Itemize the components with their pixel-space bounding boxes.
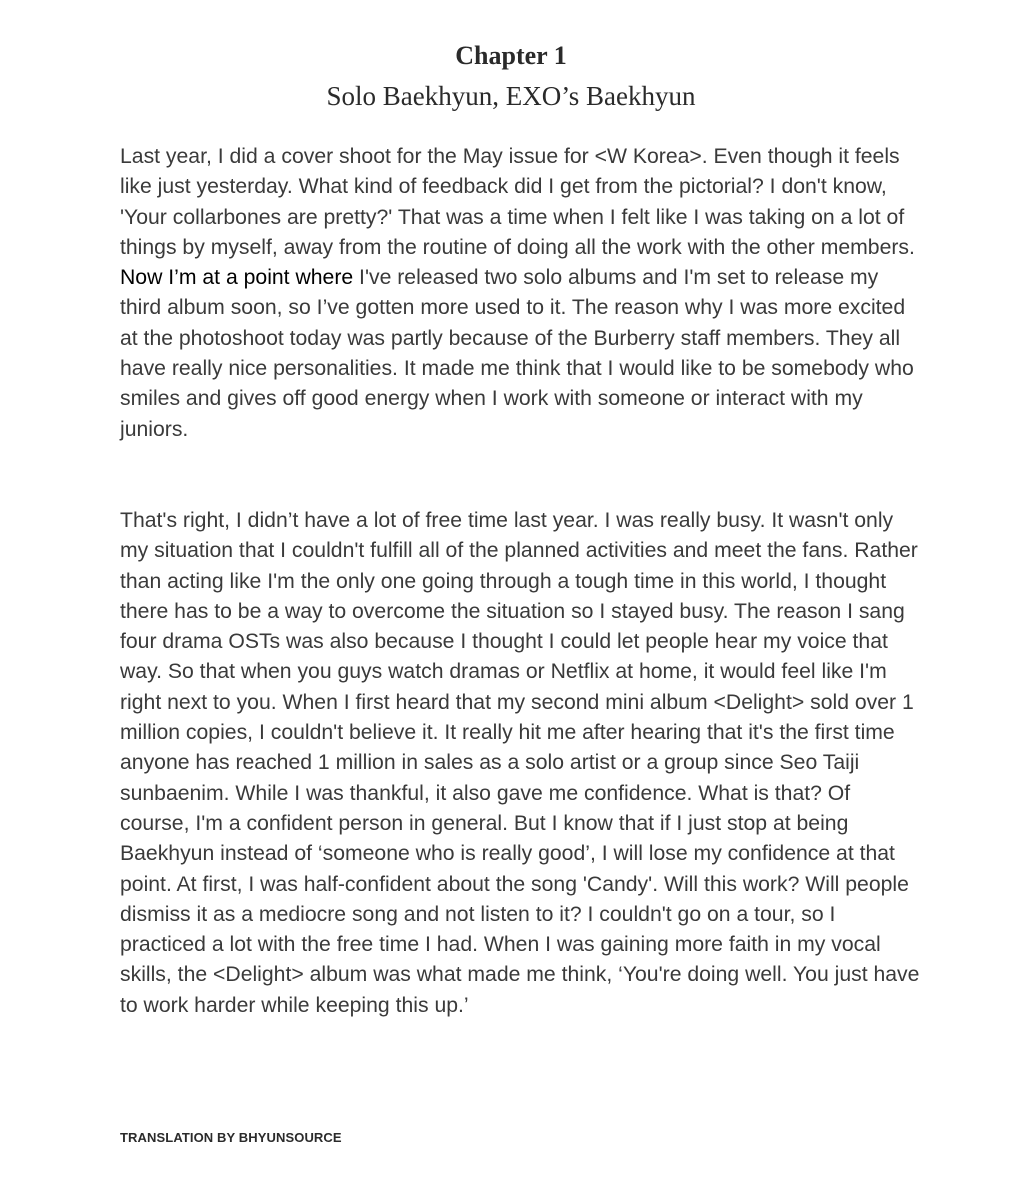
- paragraph-2: That's right, I didn’t have a lot of free time last year. I was really busy. It wasn't only my situation that I couldn't fulfill all of the planned activities and meet the fans. Rather than acting like I'm the only one going through a tough time in this world, I thought there has to be a way to overcome the situation so I stayed busy. The reason I sang four drama OSTs was also because I thought I could let people hear my voice that way. So that when you guys watch dramas or Netflix at home, it would feel like I'm right next to you. When I first heard that my second mini album <Delight> sold over 1 million copies, I couldn't believe it. It really hit me after hearing that it's the first time anyone has reached 1 million in sales as a solo artist or a group since Seo Taiji sunbaenim. While I was thankful, it also gave me confidence. What is that? Of course, I'm a confident person in general. But I know that if I just stop at being Baekhyun instead of ‘someone who is really good’, I will lose my confidence at that point. At first, I was half-confident about the song 'Candy'. Will this work? Will people dismiss it as a mediocre song and not listen to it? I couldn't go on a tour, so I practiced a lot with the free time I had. When I was gaining more faith in my vocal skills, the <Delight> album was what made me think, ‘You're doing well. You just have to work harder while keeping this up.’: [120, 509, 920, 1017]
- paragraph-1: [120, 142, 920, 445]
- chapter-title: Chapter 1: [455, 41, 567, 70]
- paragraph-1-text-end: I've released two solo albums and I'm set to release my third album soon, so I’ve gotten more used to it. The reason why I was more excited at the photoshoot today was partly because of the Burberry staff members. They all have really nice personalities. It made me think that I would like to be somebody who smiles and gives off good energy when I work with someone or interact with my juniors.: [120, 266, 914, 441]
- paragraph-1-text-start: Last year, I did a cover shoot for the May issue for <W Korea>. Even though it feels like just yesterday. What kind of feedback did I get from the pictorial? I don't know, 'Your collarbones are pretty?' That was a time when I felt like I was taking on a lot of things by myself, away from the routine of doing all the work with the other members.: [120, 145, 915, 259]
- chapter-subtitle: Solo Baekhyun, EXO’s Baekhyun: [326, 81, 696, 111]
- translation-credit: TRANSLATION BY BHYUNSOURCE: [120, 1130, 342, 1145]
- paragraph-1-highlighted-text: Now I’m at a point where: [120, 266, 354, 290]
